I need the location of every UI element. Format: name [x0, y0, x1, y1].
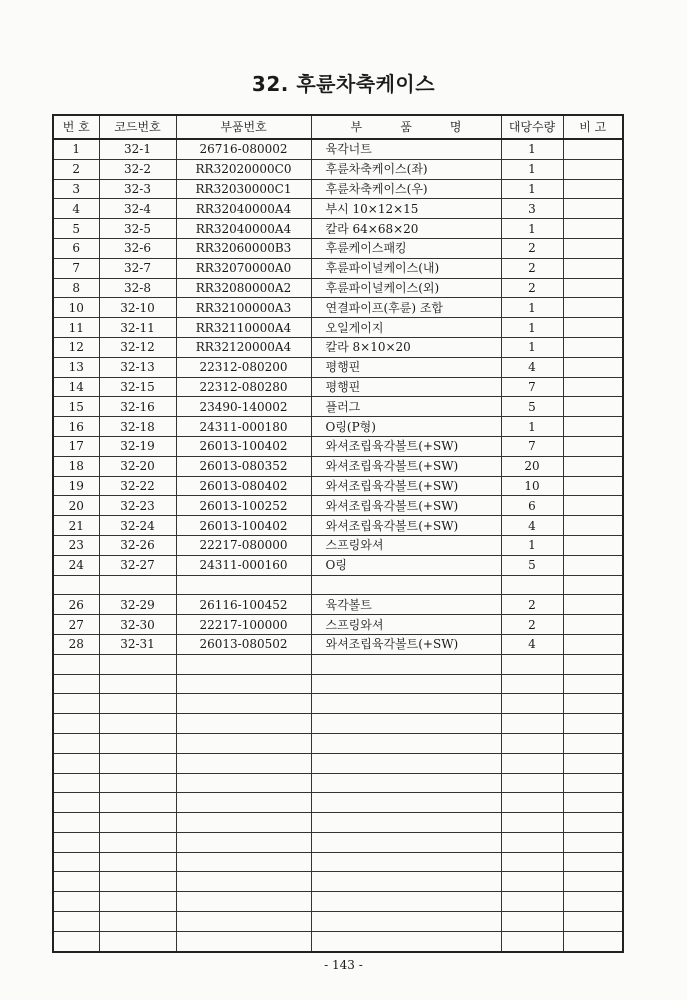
empty-cell	[311, 773, 501, 793]
row-number-cell: 28	[53, 634, 99, 654]
quantity-cell: 1	[501, 417, 563, 437]
empty-cell	[99, 674, 176, 694]
note-cell	[563, 615, 623, 635]
note-cell	[563, 436, 623, 456]
empty-cell	[311, 912, 501, 932]
part-number-cell: 26013-100402	[176, 436, 311, 456]
empty-cell	[501, 694, 563, 714]
page-title: 32. 후륜차축케이스	[251, 72, 436, 96]
part-name-cell: 육각볼트	[311, 595, 501, 615]
part-name-cell: 부시 10×12×15	[311, 199, 501, 219]
table-row	[53, 357, 623, 377]
empty-cell	[53, 753, 99, 773]
note-cell	[563, 377, 623, 397]
table-row	[53, 595, 623, 615]
code-number-cell: 32-3	[99, 179, 176, 199]
table-row	[53, 634, 623, 654]
header-part-name: 부 품 명	[311, 115, 501, 139]
quantity-cell: 2	[501, 595, 563, 615]
empty-table-row	[53, 892, 623, 912]
empty-cell	[501, 714, 563, 734]
part-number-cell: RR32070000A0	[176, 258, 311, 278]
empty-cell	[99, 714, 176, 734]
empty-cell	[311, 872, 501, 892]
empty-cell	[176, 912, 311, 932]
empty-cell	[99, 733, 176, 753]
quantity-cell: 1	[501, 179, 563, 199]
empty-cell	[176, 733, 311, 753]
part-name-cell: 평행핀	[311, 357, 501, 377]
table-row	[53, 159, 623, 179]
row-number-cell: 24	[53, 555, 99, 575]
row-number-cell: 10	[53, 298, 99, 318]
empty-cell	[176, 852, 311, 872]
empty-cell	[501, 674, 563, 694]
row-number-cell: 11	[53, 318, 99, 338]
quantity-cell: 3	[501, 199, 563, 219]
part-name-cell: O링(P형)	[311, 417, 501, 437]
part-name-cell: 와셔조립육각볼트(+SW)	[311, 634, 501, 654]
parts-table	[52, 114, 624, 953]
part-name-cell: 와셔조립육각볼트(+SW)	[311, 476, 501, 496]
quantity-cell: 2	[501, 258, 563, 278]
part-number-cell: 23490-140002	[176, 397, 311, 417]
empty-cell	[99, 912, 176, 932]
part-number-cell: RR32040000A4	[176, 219, 311, 239]
empty-cell	[563, 852, 623, 872]
empty-cell	[176, 931, 311, 951]
empty-cell	[501, 773, 563, 793]
empty-cell	[176, 793, 311, 813]
empty-cell	[501, 872, 563, 892]
empty-cell	[501, 832, 563, 852]
table-row	[53, 199, 623, 219]
header-number: 번 호	[53, 115, 99, 139]
empty-cell	[563, 832, 623, 852]
empty-cell	[563, 813, 623, 833]
quantity-cell: 2	[501, 278, 563, 298]
empty-cell	[501, 733, 563, 753]
code-number-cell: 32-5	[99, 219, 176, 239]
row-number-cell: 4	[53, 199, 99, 219]
empty-cell	[501, 912, 563, 932]
note-cell	[563, 496, 623, 516]
empty-cell	[53, 793, 99, 813]
row-number-cell: 2	[53, 159, 99, 179]
code-number-cell: 32-29	[99, 595, 176, 615]
empty-table-row	[53, 753, 623, 773]
code-number-cell: 32-18	[99, 417, 176, 437]
empty-cell	[563, 931, 623, 951]
empty-cell	[563, 733, 623, 753]
table-row	[53, 139, 623, 159]
row-number-cell: 1	[53, 139, 99, 159]
empty-cell	[53, 733, 99, 753]
quantity-cell: 1	[501, 318, 563, 338]
empty-cell	[311, 892, 501, 912]
part-number-cell: 26013-080402	[176, 476, 311, 496]
empty-cell	[563, 694, 623, 714]
quantity-cell: 4	[501, 634, 563, 654]
empty-cell	[563, 892, 623, 912]
empty-cell	[53, 872, 99, 892]
part-name-cell: 연결파이프(후륜) 조합	[311, 298, 501, 318]
part-name-cell: 스프링와셔	[311, 615, 501, 635]
table-row	[53, 456, 623, 476]
part-name-cell: 와셔조립육각볼트(+SW)	[311, 436, 501, 456]
note-cell	[563, 139, 623, 159]
part-number-cell: 24311-000180	[176, 417, 311, 437]
code-number-cell: 32-20	[99, 456, 176, 476]
empty-cell	[99, 793, 176, 813]
table-row	[53, 417, 623, 437]
empty-cell	[176, 694, 311, 714]
part-name-cell: 와셔조립육각볼트(+SW)	[311, 496, 501, 516]
part-number-cell: 26116-100452	[176, 595, 311, 615]
empty-cell	[176, 674, 311, 694]
code-number-cell: 32-11	[99, 318, 176, 338]
empty-table-row	[53, 694, 623, 714]
code-number-cell: 32-1	[99, 139, 176, 159]
part-number-cell: 22312-080200	[176, 357, 311, 377]
part-number-cell: 26013-080502	[176, 634, 311, 654]
row-number-cell: 8	[53, 278, 99, 298]
part-number-cell: 22312-080280	[176, 377, 311, 397]
part-name-cell: 스프링와셔	[311, 535, 501, 555]
quantity-cell: 6	[501, 496, 563, 516]
table-row	[53, 436, 623, 456]
empty-cell	[501, 753, 563, 773]
note-cell	[563, 417, 623, 437]
row-number-cell: 16	[53, 417, 99, 437]
empty-cell	[99, 753, 176, 773]
note-cell	[563, 595, 623, 615]
row-number-cell: 3	[53, 179, 99, 199]
empty-cell	[99, 654, 176, 674]
part-number-cell: RR32100000A3	[176, 298, 311, 318]
empty-cell	[53, 892, 99, 912]
code-number-cell: 32-30	[99, 615, 176, 635]
empty-cell	[53, 714, 99, 734]
empty-cell	[563, 872, 623, 892]
row-number-cell: 19	[53, 476, 99, 496]
row-number-cell: 27	[53, 615, 99, 635]
empty-cell	[53, 832, 99, 852]
part-number-cell: RR32020000C0	[176, 159, 311, 179]
empty-cell	[53, 931, 99, 951]
part-name-cell: 오일게이지	[311, 318, 501, 338]
empty-cell	[176, 773, 311, 793]
part-name-cell: 와셔조립육각볼트(+SW)	[311, 516, 501, 536]
part-name-cell: 칼라 8×10×20	[311, 337, 501, 357]
part-number-cell: RR32080000A2	[176, 278, 311, 298]
empty-table-row	[53, 793, 623, 813]
table-row	[53, 377, 623, 397]
empty-cell	[99, 931, 176, 951]
table-row	[53, 258, 623, 278]
quantity-cell: 7	[501, 436, 563, 456]
empty-cell	[176, 813, 311, 833]
empty-cell	[99, 694, 176, 714]
empty-table-row	[53, 931, 623, 951]
note-cell	[563, 159, 623, 179]
empty-cell	[99, 773, 176, 793]
empty-cell	[311, 694, 501, 714]
part-name-cell: O링	[311, 555, 501, 575]
empty-cell	[53, 654, 99, 674]
code-number-cell: 32-22	[99, 476, 176, 496]
part-name-cell: 후륜케이스패킹	[311, 238, 501, 258]
part-number-cell: RR32120000A4	[176, 337, 311, 357]
empty-table-row	[53, 714, 623, 734]
row-number-cell: 26	[53, 595, 99, 615]
empty-cell	[176, 892, 311, 912]
table-row	[53, 575, 623, 595]
empty-cell	[311, 674, 501, 694]
code-number-cell: 32-27	[99, 555, 176, 575]
empty-cell	[99, 832, 176, 852]
note-cell	[563, 298, 623, 318]
table-row	[53, 516, 623, 536]
quantity-cell: 10	[501, 476, 563, 496]
note-cell	[563, 476, 623, 496]
table-row	[53, 219, 623, 239]
empty-cell	[563, 714, 623, 734]
empty-cell	[501, 813, 563, 833]
table-row	[53, 535, 623, 555]
code-number-cell: 32-13	[99, 357, 176, 377]
row-number-cell: 15	[53, 397, 99, 417]
table-row	[53, 298, 623, 318]
part-number-cell: RR32040000A4	[176, 199, 311, 219]
part-name-cell: 와셔조립육각볼트(+SW)	[311, 456, 501, 476]
empty-cell	[53, 694, 99, 714]
quantity-cell: 4	[501, 357, 563, 377]
part-number-cell: 22217-080000	[176, 535, 311, 555]
note-cell	[563, 278, 623, 298]
empty-cell	[563, 674, 623, 694]
row-number-cell: 7	[53, 258, 99, 278]
quantity-cell: 1	[501, 298, 563, 318]
part-name-cell: 후륜파이널케이스(내)	[311, 258, 501, 278]
empty-table-row	[53, 654, 623, 674]
empty-cell	[501, 931, 563, 951]
table-row	[53, 476, 623, 496]
part-number-cell: RR32110000A4	[176, 318, 311, 338]
quantity-cell: 2	[501, 238, 563, 258]
part-name-cell: 칼라 64×68×20	[311, 219, 501, 239]
empty-table-row	[53, 832, 623, 852]
empty-cell	[563, 793, 623, 813]
part-number-cell: 26013-080352	[176, 456, 311, 476]
code-number-cell: 32-26	[99, 535, 176, 555]
note-cell	[563, 397, 623, 417]
note-cell	[563, 199, 623, 219]
row-number-cell: 6	[53, 238, 99, 258]
empty-cell	[99, 892, 176, 912]
empty-cell	[311, 852, 501, 872]
empty-cell	[311, 813, 501, 833]
empty-cell	[311, 832, 501, 852]
empty-table-row	[53, 813, 623, 833]
note-cell	[563, 357, 623, 377]
code-number-cell: 32-19	[99, 436, 176, 456]
quantity-cell: 2	[501, 615, 563, 635]
row-number-cell: 21	[53, 516, 99, 536]
note-cell	[563, 634, 623, 654]
empty-cell	[176, 714, 311, 734]
empty-cell	[53, 674, 99, 694]
row-number-cell: 17	[53, 436, 99, 456]
header-note: 비 고	[563, 115, 623, 139]
table-row	[53, 615, 623, 635]
code-number-cell: 32-16	[99, 397, 176, 417]
empty-cell	[311, 753, 501, 773]
part-number-cell: 22217-100000	[176, 615, 311, 635]
row-number-cell: 20	[53, 496, 99, 516]
note-cell	[563, 575, 623, 595]
note-cell	[563, 219, 623, 239]
quantity-cell: 1	[501, 159, 563, 179]
empty-cell	[53, 773, 99, 793]
empty-cell	[563, 912, 623, 932]
code-number-cell: 32-23	[99, 496, 176, 516]
note-cell	[563, 535, 623, 555]
table-row	[53, 179, 623, 199]
row-number-cell: 5	[53, 219, 99, 239]
empty-table-row	[53, 773, 623, 793]
empty-cell	[563, 654, 623, 674]
part-number-cell: RR32060000B3	[176, 238, 311, 258]
table-row	[53, 496, 623, 516]
header-code: 코드번호	[99, 115, 176, 139]
empty-cell	[99, 872, 176, 892]
note-cell	[563, 179, 623, 199]
header-part-number: 부품번호	[176, 115, 311, 139]
part-name-cell: 후륜차축케이스(우)	[311, 179, 501, 199]
empty-cell	[311, 654, 501, 674]
empty-cell	[53, 813, 99, 833]
empty-cell	[311, 793, 501, 813]
quantity-cell: 7	[501, 377, 563, 397]
empty-table-row	[53, 733, 623, 753]
empty-table-row	[53, 674, 623, 694]
part-name-cell: 평행핀	[311, 377, 501, 397]
part-name-cell: 플러그	[311, 397, 501, 417]
empty-cell	[53, 852, 99, 872]
code-number-cell	[99, 575, 176, 595]
quantity-cell: 5	[501, 397, 563, 417]
quantity-cell: 1	[501, 337, 563, 357]
table-row	[53, 555, 623, 575]
part-name-cell: 후륜차축케이스(좌)	[311, 159, 501, 179]
quantity-cell	[501, 575, 563, 595]
row-number-cell: 18	[53, 456, 99, 476]
note-cell	[563, 456, 623, 476]
code-number-cell: 32-6	[99, 238, 176, 258]
row-number-cell	[53, 575, 99, 595]
code-number-cell: 32-15	[99, 377, 176, 397]
page-number: - 143 -	[324, 958, 363, 972]
empty-cell	[53, 912, 99, 932]
empty-cell	[176, 753, 311, 773]
empty-cell	[99, 813, 176, 833]
empty-cell	[311, 931, 501, 951]
empty-cell	[501, 793, 563, 813]
row-number-cell: 13	[53, 357, 99, 377]
table-row	[53, 318, 623, 338]
empty-cell	[176, 872, 311, 892]
table-row	[53, 278, 623, 298]
code-number-cell: 32-4	[99, 199, 176, 219]
table-header-row	[53, 115, 623, 139]
part-number-cell: 26013-100252	[176, 496, 311, 516]
empty-cell	[99, 852, 176, 872]
table-row	[53, 238, 623, 258]
quantity-cell: 20	[501, 456, 563, 476]
part-name-cell	[311, 575, 501, 595]
quantity-cell: 5	[501, 555, 563, 575]
part-name-cell: 후륜파이널케이스(외)	[311, 278, 501, 298]
quantity-cell: 4	[501, 516, 563, 536]
part-name-cell: 육각너트	[311, 139, 501, 159]
empty-table-row	[53, 852, 623, 872]
empty-cell	[311, 714, 501, 734]
code-number-cell: 32-12	[99, 337, 176, 357]
note-cell	[563, 516, 623, 536]
row-number-cell: 23	[53, 535, 99, 555]
part-number-cell: 26013-100402	[176, 516, 311, 536]
part-number-cell: RR32030000C1	[176, 179, 311, 199]
empty-cell	[311, 733, 501, 753]
note-cell	[563, 258, 623, 278]
note-cell	[563, 555, 623, 575]
code-number-cell: 32-8	[99, 278, 176, 298]
quantity-cell: 1	[501, 535, 563, 555]
empty-cell	[176, 654, 311, 674]
part-number-cell	[176, 575, 311, 595]
code-number-cell: 32-7	[99, 258, 176, 278]
empty-table-row	[53, 872, 623, 892]
part-number-cell: 26716-080002	[176, 139, 311, 159]
empty-cell	[563, 753, 623, 773]
quantity-cell: 1	[501, 219, 563, 239]
code-number-cell: 32-10	[99, 298, 176, 318]
note-cell	[563, 238, 623, 258]
empty-cell	[501, 852, 563, 872]
quantity-cell: 1	[501, 139, 563, 159]
code-number-cell: 32-24	[99, 516, 176, 536]
empty-table-row	[53, 912, 623, 932]
empty-cell	[563, 773, 623, 793]
header-quantity: 대당수량	[501, 115, 563, 139]
note-cell	[563, 337, 623, 357]
empty-cell	[176, 832, 311, 852]
code-number-cell: 32-31	[99, 634, 176, 654]
code-number-cell: 32-2	[99, 159, 176, 179]
empty-cell	[501, 654, 563, 674]
table-row	[53, 397, 623, 417]
table-row	[53, 337, 623, 357]
row-number-cell: 14	[53, 377, 99, 397]
row-number-cell: 12	[53, 337, 99, 357]
note-cell	[563, 318, 623, 338]
empty-cell	[501, 892, 563, 912]
part-number-cell: 24311-000160	[176, 555, 311, 575]
